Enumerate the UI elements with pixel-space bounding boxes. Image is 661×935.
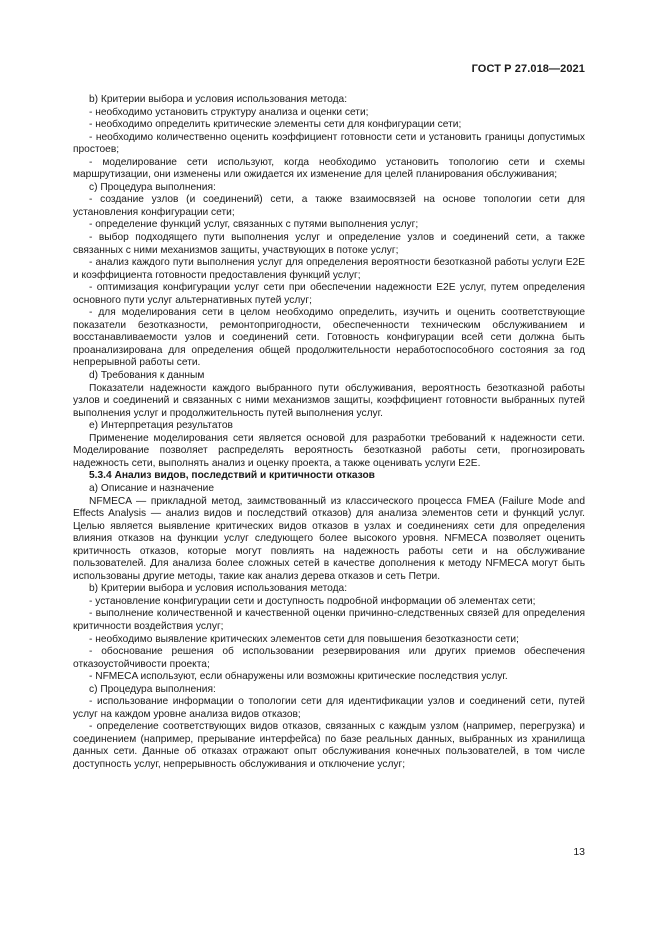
body-text [73,94,585,772]
paragraph: c) Процедура выполнения: [89,683,216,695]
paragraph: Показатели надежности каждого выбранного пути обслуживания, вероятность безотказной работы узлов и соединений и связанных с ними механизмов защиты, коэффициент готовности выбранных путей выполнения услуг и продолжительность путей выполнения услуг. [73,382,585,419]
paragraph: - обоснование решения об использовании резервирования или других приемов обеспечения отказоустойчивости проекта; [73,646,585,670]
paragraph: - для моделирования сети в целом необходимо определить, изучить и оценить соответствующие показатели безотказности, ремонтопригодности, обеспеченности техническим обслуживанием и восстанавливаемости узлов и соединений сети. Готовность конфигурации всей сети должна быть проанализирована для определения общей продолжительности неработоспособного состояния за год непрерывной работы сети. [73,307,585,369]
paragraph: - оптимизация конфигурации услуг сети при обеспечении надежности E2E услуг, путем определения основного пути услуг альтернативных путей услуг; [73,282,585,306]
paragraph: - необходимо определить критические элементы сети для конфигурации сети; [89,119,462,131]
paragraph: Применение моделирования сети является основой для разработки требований к надежности сети. Моделирование позволяет распределять вероятность безотказной работы сети, прогнозировать надежность сети, выполнять анализ и оценку проекта, а также оценивать услуги E2E. [73,432,585,469]
paragraph: - определение функций услуг, связанных с путями выполнения услуг; [89,219,419,231]
paragraph: - определение соответствующих видов отказов, связанных с каждым узлом (например, перегрузка) и соединением (например, прерывание интерфейса) по базе реальных данных, выбранных из хранилища данных сети. Данные об отказах отражают опыт обслуживания конечных пользователей, в том числе доступность услуг, непрерывность обслуживания и отключение услуг; [73,721,585,770]
paragraph: a) Описание и назначение [89,482,214,494]
paragraph: - моделирование сети используют, когда необходимо установить топологию сети и схемы маршрутизации, они изменены или ожидается их изменение для целей планирования обслуживания; [73,156,585,181]
paragraph: - анализ каждого пути выполнения услуг для определения вероятности безотказной работы услуги E2E и коэффициента готовности предоставления функций услуг; [73,257,585,281]
page-number: 13 [573,846,585,858]
paragraph: d) Требования к данным [89,370,205,382]
paragraph: - выбор подходящего пути выполнения услуг и определение узлов и соединений сети, а также связанных с ними механизмов защиты, участвующих в потоке услуг; [73,232,585,256]
paragraph: - необходимо выявление критических элементов сети для повышения безотказности сети; [89,633,519,645]
paragraph: - NFMECA используют, если обнаружены или возможны критические последствия услуг. [89,671,508,683]
standard-header: ГОСТ Р 27.018—2021 [471,63,585,75]
paragraph: NFMECA — прикладной метод, заимствованный из классического процесса FMEA (Failure Mode and Effects Analysis — анализ видов и последствий отказов) для анализа элементов сети и функций услуг. Целью является выявление критических видов отказов в узлах и соединениях сети для определения влияния отказов на функции услуг следующего более высокого уровня. NFMECA позволяет оценить критичность отказов, которые могут повлиять на надежность работы сети и на обслуживание пользователей. Для анализа более сложных сетей в качестве дополнения к методу NFMECA могут быть использованы другие методы, такие как анализ дерева отказов и сеть Петри. [73,495,585,582]
paragraph: b) Критерии выбора и условия использования метода: [89,583,348,595]
paragraph: c) Процедура выполнения: [89,181,216,193]
paragraph: - необходимо установить структуру анализа и оценки сети; [89,106,369,118]
paragraph: - выполнение количественной и качественной оценки причинно-следственных связей для определения критичности воздействия услуг; [73,608,585,632]
paragraph: - установление конфигурации сети и доступность подробной информации об элементах сети; [89,595,536,607]
paragraph: e) Интерпретация результатов [89,420,233,432]
paragraph: - использование информации о топологии сети для идентификации узлов и соединений сети, путей услуг на каждом уровне анализа видов отказов; [73,696,585,720]
section-heading: 5.3.4 Анализ видов, последствий и критичности отказов [89,470,375,482]
paragraph: b) Критерии выбора и условия использования метода: [89,94,348,105]
paragraph: - создание узлов (и соединений) сети, а также взаимосвязей на основе топологии сети для установления конфигурации сети; [73,194,585,218]
paragraph: - необходимо количественно оценить коэффициент готовности сети и установить границы допустимых простоев; [73,131,585,156]
